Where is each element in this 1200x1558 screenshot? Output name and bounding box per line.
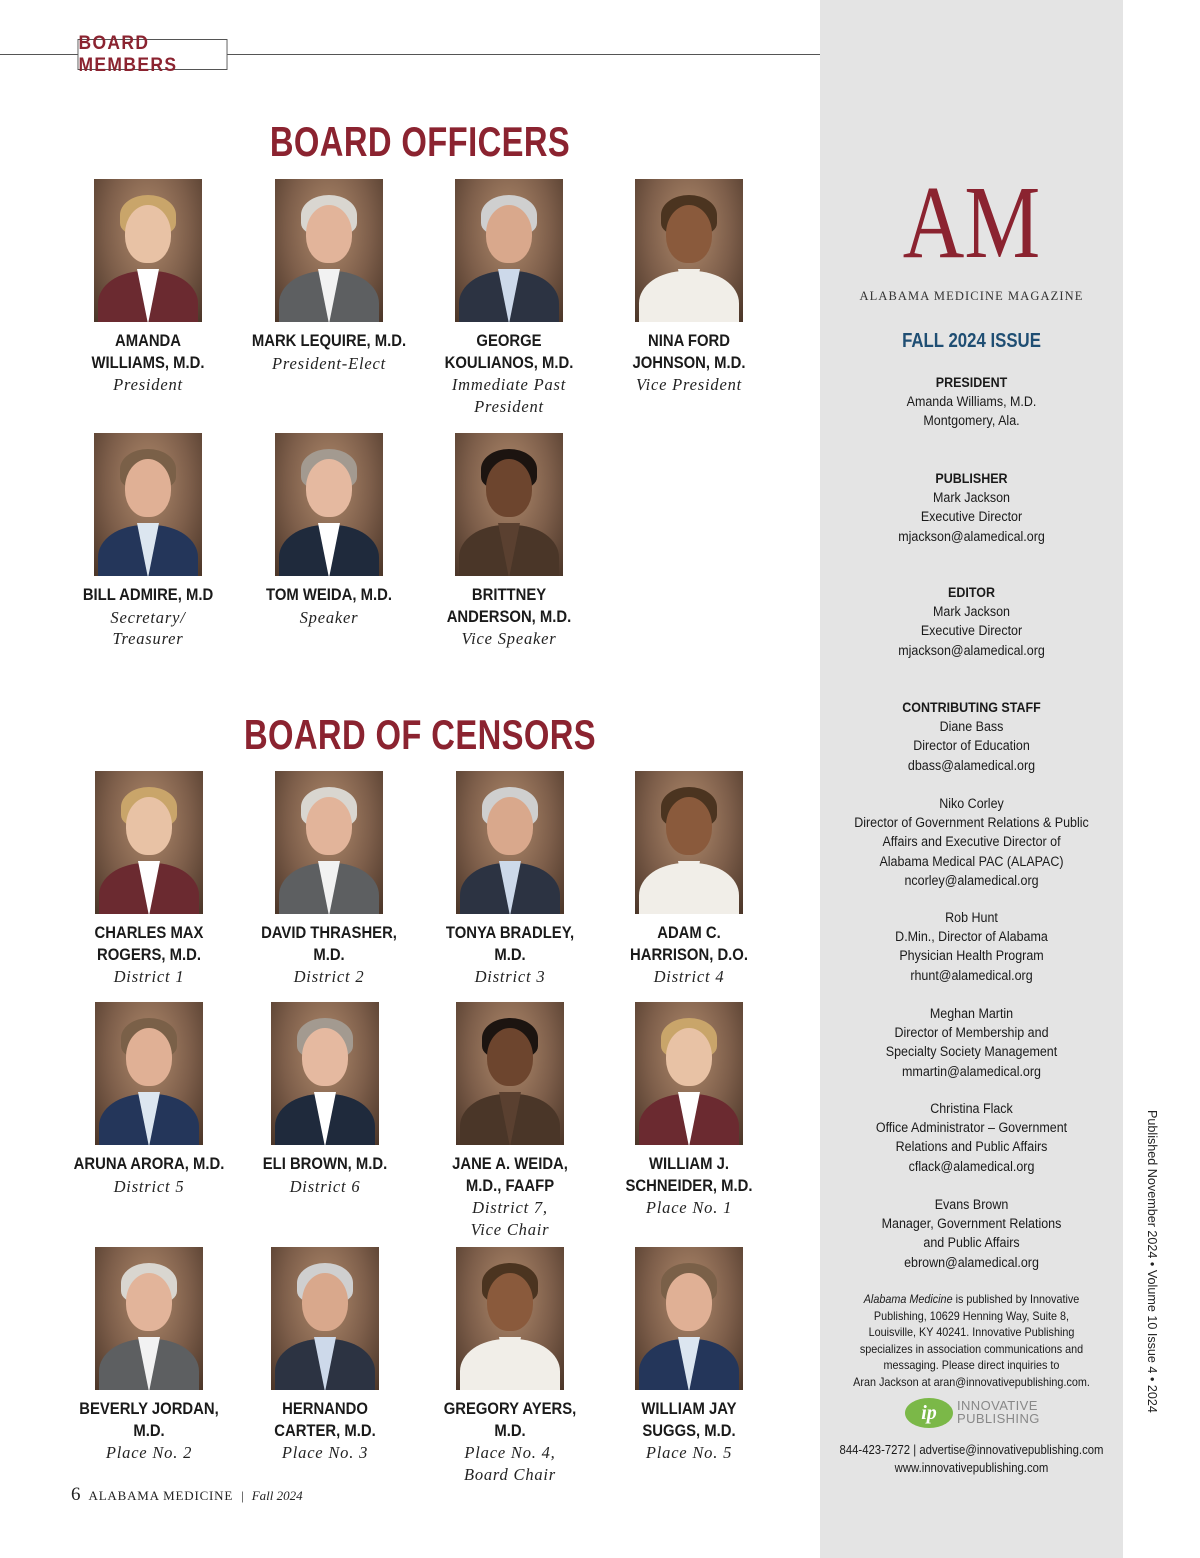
member-name: TONYA BRADLEY, M.D. bbox=[445, 924, 575, 964]
member-photo bbox=[635, 1002, 743, 1145]
member-photo bbox=[94, 433, 202, 576]
staff-email[interactable]: ebrown@alamedical.org bbox=[904, 1254, 1039, 1271]
member-photo bbox=[455, 179, 563, 322]
member-photo bbox=[275, 771, 383, 914]
member-role: Place No. 2 bbox=[105, 1443, 193, 1462]
board-member-card bbox=[239, 771, 419, 988]
member-role: Place No. 5 bbox=[645, 1443, 733, 1462]
footer-separator: | bbox=[241, 1488, 244, 1503]
member-role: District 7, Vice Chair bbox=[470, 1198, 550, 1239]
masthead-publisher: PUBLISHER Mark Jackson Executive Director mjackson@alamedical.org bbox=[820, 470, 1123, 547]
board-member-card bbox=[59, 1247, 239, 1464]
member-name: BRITTNEY ANDERSON, M.D. bbox=[446, 586, 572, 626]
member-role: Speaker bbox=[299, 607, 359, 627]
member-photo bbox=[455, 433, 563, 576]
member-role: Vice Speaker bbox=[461, 629, 557, 648]
member-name: ADAM C. HARRISON, D.O. bbox=[630, 924, 748, 964]
publisher-contact bbox=[820, 1441, 1123, 1478]
member-role: District 5 bbox=[113, 1176, 185, 1196]
member-name: MARK LEQUIRE, M.D. bbox=[251, 332, 407, 350]
board-member-card bbox=[420, 1247, 600, 1485]
member-role: District 3 bbox=[474, 967, 546, 986]
member-photo bbox=[635, 179, 743, 322]
masthead-sidebar bbox=[820, 0, 1123, 1558]
member-photo bbox=[95, 1247, 203, 1390]
member-photo bbox=[95, 1002, 203, 1145]
member-role: District 6 bbox=[289, 1176, 361, 1196]
publisher-note: Alabama Medicine is published by Innovative Publishing, 10629 Henning Way, Suite 8, Louisville, KY 40241. Innovative Publishing specializes in association communications and messaging. Please direct inquiries to Aran Jackson at aran@innovativepublishing.com. bbox=[853, 1292, 1090, 1389]
page-number: 6 bbox=[71, 1484, 81, 1505]
censors-heading: BOARD OF CENSORS bbox=[243, 711, 597, 758]
masthead-staff-brown: Evans Brown Manager, Government Relations and Public Affairs ebrown@alamedical.org bbox=[820, 1196, 1123, 1273]
section-tag: BOARD MEMBERS bbox=[78, 39, 228, 70]
member-role: Vice President bbox=[635, 375, 743, 394]
officers-heading: BOARD OFFICERS bbox=[269, 118, 571, 165]
member-role: District 2 bbox=[293, 967, 365, 986]
board-member-card bbox=[59, 1002, 239, 1197]
staff-email[interactable]: dbass@alamedical.org bbox=[907, 757, 1036, 774]
member-photo bbox=[456, 771, 564, 914]
member-photo bbox=[275, 179, 383, 322]
staff-email[interactable]: cflack@alamedical.org bbox=[908, 1158, 1035, 1175]
innovative-publishing-logo: ip INNOVATIVE PUBLISHING bbox=[905, 1398, 1045, 1428]
member-name: BILL ADMIRE, M.D bbox=[82, 586, 214, 604]
board-member-card bbox=[239, 433, 419, 628]
member-role: District 4 bbox=[653, 967, 725, 986]
editor-email[interactable]: mjackson@alamedical.org bbox=[898, 642, 1045, 659]
board-member-card bbox=[235, 1247, 415, 1464]
board-member-card bbox=[239, 179, 419, 374]
contact-website-link[interactable]: www.innovativepublishing.com bbox=[894, 1461, 1049, 1476]
member-name: HERNANDO CARTER, M.D. bbox=[274, 1400, 376, 1440]
member-photo bbox=[456, 1002, 564, 1145]
member-photo bbox=[95, 771, 203, 914]
contact-phone-email[interactable]: 844-423-7272 | advertise@innovativepublishing.com bbox=[839, 1443, 1104, 1457]
member-photo bbox=[94, 179, 202, 322]
staff-email[interactable]: mmartin@alamedical.org bbox=[902, 1063, 1041, 1080]
member-name: AMANDA WILLIAMS, M.D. bbox=[91, 332, 205, 372]
member-role: District 1 bbox=[113, 967, 185, 986]
member-role: Place No. 3 bbox=[281, 1443, 369, 1462]
board-member-card bbox=[599, 1002, 779, 1219]
member-name: DAVID THRASHER, M.D. bbox=[261, 924, 397, 964]
member-role: Place No. 1 bbox=[645, 1198, 733, 1217]
member-photo bbox=[635, 1247, 743, 1390]
masthead-staff-martin: Meghan Martin Director of Membership and Specialty Society Management mmartin@alamedical.org bbox=[820, 1005, 1123, 1082]
board-member-card bbox=[419, 433, 599, 650]
publisher-email[interactable]: mjackson@alamedical.org bbox=[898, 528, 1045, 545]
masthead-president: PRESIDENT Amanda Williams, M.D. Montgomery, Ala. bbox=[906, 375, 1037, 430]
board-member-card bbox=[59, 771, 239, 988]
footer-magazine: ALABAMA MEDICINE bbox=[88, 1488, 234, 1503]
member-name: NINA FORD JOHNSON, M.D. bbox=[632, 332, 746, 372]
masthead-staff-corley: Niko Corley Director of Government Relations & Public Affairs and Executive Director of Alabama Medical PAC (ALAPAC) ncorley@alamedical.org bbox=[820, 795, 1123, 891]
am-logo: AM bbox=[902, 165, 1041, 280]
board-member-card bbox=[419, 179, 599, 417]
issue-label: FALL 2024 ISSUE bbox=[902, 330, 1041, 352]
member-role: Place No. 4, Board Chair bbox=[463, 1443, 557, 1484]
member-name: ELI BROWN, M.D. bbox=[262, 1155, 388, 1173]
member-name: CHARLES MAX ROGERS, M.D. bbox=[94, 924, 204, 964]
board-member-card bbox=[599, 771, 779, 988]
member-photo bbox=[271, 1247, 379, 1390]
member-name: GREGORY AYERS, M.D. bbox=[443, 1400, 577, 1440]
member-name: GEORGE KOULIANOS, M.D. bbox=[444, 332, 574, 372]
ip-logo-mark: ip bbox=[905, 1398, 953, 1428]
staff-email[interactable]: rhunt@alamedical.org bbox=[910, 967, 1033, 984]
board-member-card bbox=[420, 771, 600, 988]
member-photo bbox=[275, 433, 383, 576]
staff-email[interactable]: ncorley@alamedical.org bbox=[904, 872, 1039, 889]
member-name: ARUNA ARORA, M.D. bbox=[73, 1155, 225, 1173]
member-photo bbox=[635, 771, 743, 914]
board-member-card bbox=[235, 1002, 415, 1197]
board-member-card bbox=[58, 179, 238, 396]
member-name: BEVERLY JORDAN, M.D. bbox=[79, 1400, 219, 1440]
member-role: Immediate Past President bbox=[451, 375, 567, 416]
member-name: WILLIAM J. SCHNEIDER, M.D. bbox=[625, 1155, 753, 1195]
member-name: TOM WEIDA, M.D. bbox=[266, 586, 392, 604]
footer-issue: Fall 2024 bbox=[251, 1488, 303, 1503]
vertical-publication-line: Published November 2024 • Volume 10 Issue 4 • 2024 bbox=[1145, 1110, 1159, 1413]
member-role: President-Elect bbox=[271, 353, 386, 373]
page-footer bbox=[71, 1484, 303, 1506]
board-member-card bbox=[599, 1247, 779, 1464]
logo-subtitle: ALABAMA MEDICINE MAGAZINE bbox=[859, 289, 1084, 303]
board-member-card bbox=[599, 179, 779, 396]
masthead-staff-flack: Christina Flack Office Administrator – Government Relations and Public Affairs cflack@alamedical.org bbox=[820, 1100, 1123, 1177]
board-member-card bbox=[58, 433, 238, 650]
member-photo bbox=[271, 1002, 379, 1145]
member-name: WILLIAM JAY SUGGS, M.D. bbox=[641, 1400, 737, 1440]
board-member-card bbox=[420, 1002, 600, 1240]
masthead-staff-hunt: Rob Hunt D.Min., Director of Alabama Physician Health Program rhunt@alamedical.org bbox=[820, 909, 1123, 986]
member-photo bbox=[456, 1247, 564, 1390]
member-name: JANE A. WEIDA, M.D., FAAFP bbox=[452, 1155, 568, 1195]
masthead-staff: CONTRIBUTING STAFF Diane Bass Director of Education dbass@alamedical.org bbox=[820, 699, 1123, 776]
member-role: Secretary/ Treasurer bbox=[110, 607, 186, 648]
masthead-editor: EDITOR Mark Jackson Executive Director mjackson@alamedical.org bbox=[820, 584, 1123, 661]
member-role: President bbox=[113, 375, 183, 394]
